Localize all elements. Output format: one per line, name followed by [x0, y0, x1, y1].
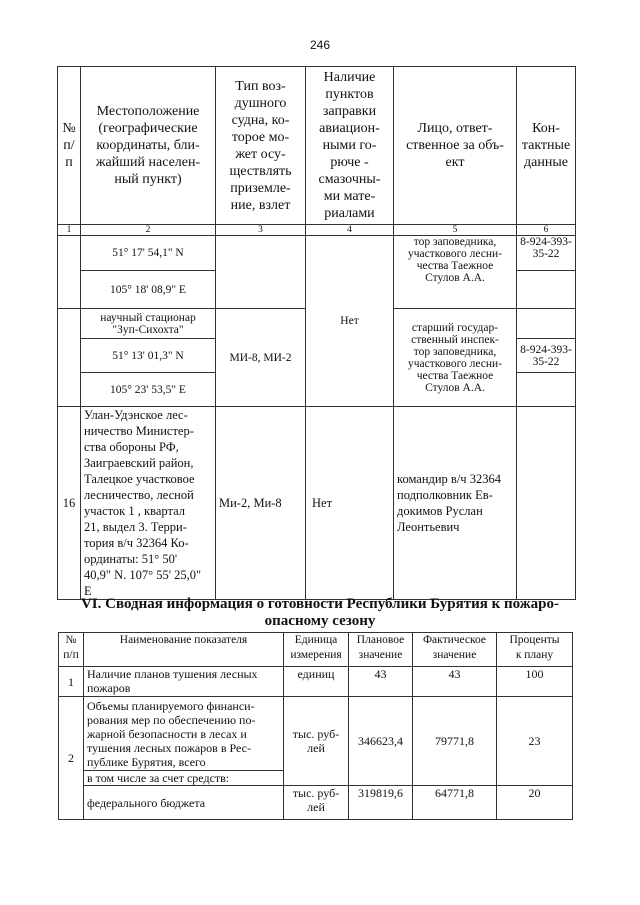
table-row: [59, 697, 573, 771]
plan-cell: 43: [349, 667, 413, 697]
header-num: № п/п: [59, 633, 84, 667]
page-number: 246: [309, 38, 331, 52]
contact-cell: 8-924-393- 35-22: [517, 339, 576, 373]
header-percent: Проценты к плану: [497, 633, 573, 667]
header-location: Местоположение (географические координаты, бли- жайший населен- ный пункт): [81, 67, 216, 225]
location-cell: научный стационар "Зуп-Сихохта": [81, 309, 216, 339]
column-numbers-row: [58, 225, 576, 236]
aircraft-cell-empty: [216, 236, 306, 309]
header-contacts: Кон- тактные данные: [517, 67, 576, 225]
header-fact: Фактическое значение: [413, 633, 497, 667]
num-cell: 2: [59, 697, 84, 820]
header-indicator: Наименование показателя: [84, 633, 284, 667]
readiness-summary-table: [58, 632, 573, 820]
longitude-cell: 105° 23' 53,5" E: [81, 373, 216, 407]
contact-cell-empty: [517, 373, 576, 407]
colnum: 5: [394, 225, 517, 236]
fuel-cell: Нет: [306, 407, 394, 600]
plan-cell: 319819,6: [349, 786, 413, 820]
num-cell: 1: [59, 667, 84, 697]
indicator-cell: федерального бюджета: [84, 786, 284, 820]
responsible-cell: старший государ- ственный инспек- тор заповедника, участкового лесни- чества Таежное Стулов А.А.: [394, 309, 517, 407]
header-plan: Плановое значение: [349, 633, 413, 667]
responsible-cell: командир в/ч 32364 подполковник Ев- докимов Руслан Леонтьевич: [394, 407, 517, 600]
contact-cell-empty: [517, 271, 576, 309]
fuel-cell: Нет: [306, 236, 394, 407]
plan-cell: 346623,4: [349, 697, 413, 786]
contact-cell: 8-924-393- 35-22: [517, 236, 576, 271]
table1-header-row: [58, 67, 576, 225]
colnum: 2: [81, 225, 216, 236]
aircraft-cell: МИ-8, МИ-2: [216, 309, 306, 407]
sub-label-cell: в том числе за счет средств:: [84, 771, 284, 786]
colnum: 1: [58, 225, 81, 236]
indicator-cell: Объемы планируемого финанси- рования мер по обеспечению по- жарной безопасности в лесах и тушения лесных пожаров в Рес- публике Бурятия, всего: [84, 697, 284, 771]
contact-cell-empty: [517, 309, 576, 339]
num-cell-empty: [58, 236, 81, 309]
header-aircraft: Тип воз- душного судна, ко- торое мо- жет осу- ществлять приземле- ние, взлет: [216, 67, 306, 225]
latitude-cell: 51° 17' 54,1" N: [81, 236, 216, 271]
location-cell: Улан-Удэнское лес- ничество Министер- ства обороны РФ, Заиграевский район, Талецкое участковое лесничество, лесной участок 1 , квартал 21, выдел 3. Терри- тория в/ч 32364 Ко- ординаты: 51° 50' 40,9" N. 107° 55' 25,0" E: [81, 407, 216, 600]
responsible-cell: тор заповедника, участкового лесни- чества Таежное Стулов А.А.: [394, 236, 517, 309]
percent-cell: 20: [497, 786, 573, 820]
table-row: [58, 236, 576, 271]
unit-cell: тыс. руб- лей: [284, 697, 349, 786]
colnum: 3: [216, 225, 306, 236]
percent-cell: 23: [497, 697, 573, 786]
contact-cell-empty: [517, 407, 576, 600]
num-cell-empty: [58, 309, 81, 407]
header-num: № п/ п: [58, 67, 81, 225]
percent-cell: 100: [497, 667, 573, 697]
num-cell: 16: [58, 407, 81, 600]
longitude-cell: 105° 18' 08,9" E: [81, 271, 216, 309]
header-fuel: Наличие пунктов заправки авиацион- ными го- рюче - смазочны- ми мате- риалами: [306, 67, 394, 225]
fact-cell: 64771,8: [413, 786, 497, 820]
table-row: [59, 786, 573, 820]
table-row: [58, 407, 576, 600]
landing-sites-table: [57, 66, 576, 600]
colnum: 4: [306, 225, 394, 236]
colnum: 6: [517, 225, 576, 236]
section-title: VI. Сводная информация о готовности Республики Бурятия к пожаро- опасному сезону: [80, 596, 560, 629]
aircraft-cell: Ми-2, Ми-8: [216, 407, 306, 600]
unit-cell: единиц: [284, 667, 349, 697]
table-row: [59, 667, 573, 697]
latitude-cell: 51° 13' 01,3" N: [81, 339, 216, 373]
fact-cell: 79771,8: [413, 697, 497, 786]
fact-cell: 43: [413, 667, 497, 697]
header-unit: Единица измерения: [284, 633, 349, 667]
header-responsible: Лицо, ответ- ственное за объ- ект: [394, 67, 517, 225]
unit-cell: тыс. руб- лей: [284, 786, 349, 820]
table2-header-row: [59, 633, 573, 667]
indicator-cell: Наличие планов тушения лесных пожаров: [84, 667, 284, 697]
